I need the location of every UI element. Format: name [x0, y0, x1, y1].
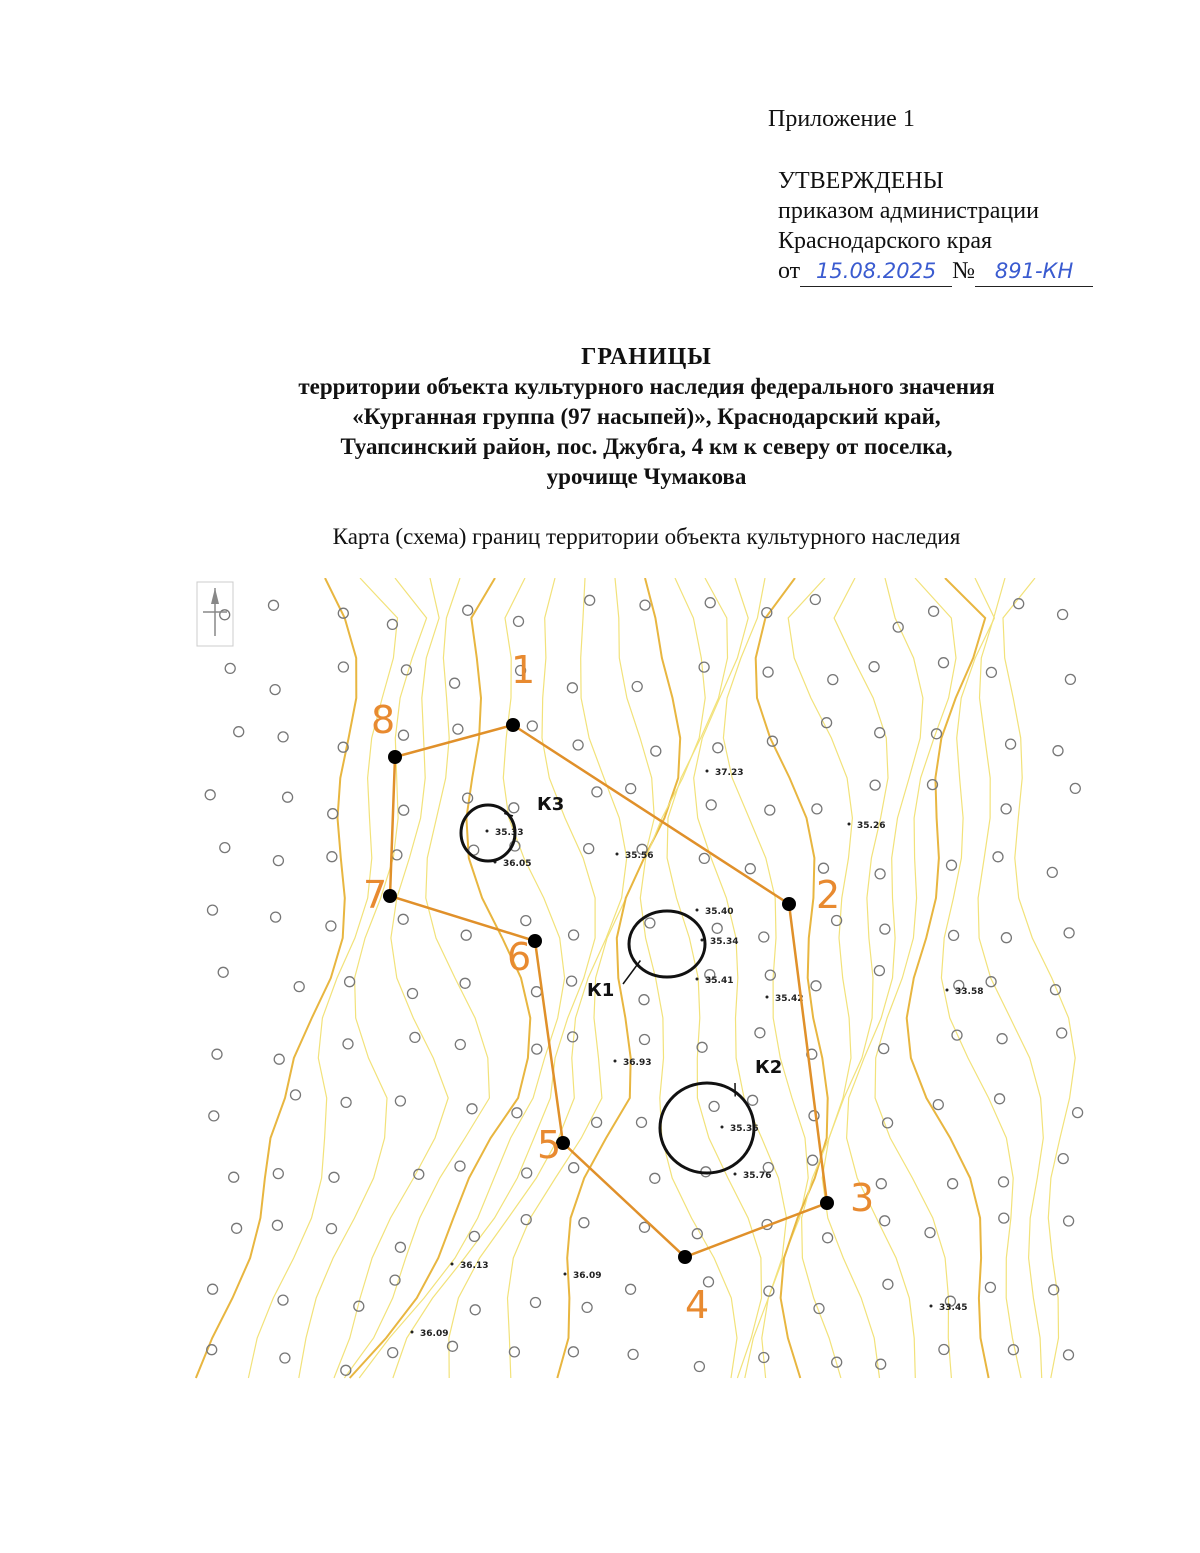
survey-marker	[637, 1117, 647, 1127]
mound-circle-1	[629, 911, 705, 977]
survey-marker	[939, 1345, 949, 1355]
survey-marker	[999, 1213, 1009, 1223]
survey-marker	[338, 662, 348, 672]
survey-marker	[208, 905, 218, 915]
boundary-point-label-4: 4	[685, 1283, 710, 1327]
contour-line	[344, 578, 489, 1378]
contour-line	[299, 578, 427, 1378]
contour-line	[907, 578, 989, 1378]
survey-marker	[567, 976, 577, 986]
survey-marker	[388, 1348, 398, 1358]
survey-marker	[272, 1220, 282, 1230]
elevation-label: 35.40	[705, 907, 734, 917]
survey-marker	[470, 1305, 480, 1315]
survey-marker	[460, 978, 470, 988]
survey-marker	[808, 1155, 818, 1165]
contour-line	[822, 578, 888, 1378]
survey-marker	[461, 930, 471, 940]
contour-line	[875, 578, 956, 1378]
survey-marker	[883, 1279, 893, 1289]
elevation-dot	[946, 989, 949, 992]
contour-line	[1003, 578, 1075, 1378]
elevation-dot	[616, 853, 619, 856]
survey-marker	[343, 1039, 353, 1049]
survey-marker	[527, 721, 537, 731]
survey-marker	[694, 1362, 704, 1372]
survey-marker	[208, 1284, 218, 1294]
survey-marker	[748, 1095, 758, 1105]
survey-marker	[453, 724, 463, 734]
mound-circles	[461, 794, 782, 1173]
north-arrow-icon	[197, 582, 233, 646]
survey-marker	[1001, 804, 1011, 814]
survey-marker	[278, 732, 288, 742]
survey-marker	[699, 662, 709, 672]
survey-marker	[699, 853, 709, 863]
boundary-point-1	[506, 718, 520, 732]
title-line-2: «Курганная группа (97 насыпей)», Краснодарский край,	[352, 404, 941, 429]
survey-marker	[455, 1161, 465, 1171]
survey-marker	[399, 805, 409, 815]
survey-marker	[939, 658, 949, 668]
survey-marker	[765, 805, 775, 815]
survey-marker	[626, 784, 636, 794]
survey-marker	[220, 843, 230, 853]
survey-marker	[1065, 674, 1075, 684]
survey-marker	[712, 923, 722, 933]
survey-marker	[812, 804, 822, 814]
elevation-label: 36.93	[623, 1058, 652, 1068]
survey-marker	[401, 665, 411, 675]
elevation-dot	[701, 939, 704, 942]
survey-marker	[514, 616, 524, 626]
elevation-label: 35.26	[857, 821, 886, 831]
survey-marker	[949, 930, 959, 940]
survey-marker	[274, 1054, 284, 1064]
elevation-label: 36.09	[420, 1329, 449, 1339]
survey-marker	[1057, 1028, 1067, 1038]
contour-line	[847, 578, 923, 1378]
elevation-label: 35.42	[775, 994, 804, 1004]
survey-marker	[1008, 1345, 1018, 1355]
elevation-dot	[766, 996, 769, 999]
survey-marker	[823, 1233, 833, 1243]
mound-leader-line	[623, 961, 640, 985]
survey-marker	[341, 1097, 351, 1107]
survey-marker	[463, 793, 473, 803]
survey-marker	[212, 1049, 222, 1059]
survey-marker	[273, 1169, 283, 1179]
elevation-dot	[930, 1305, 933, 1308]
survey-marker	[532, 1044, 542, 1054]
from-label: от	[778, 258, 801, 284]
survey-marker	[745, 864, 755, 874]
survey-marker	[573, 740, 583, 750]
survey-marker	[327, 1224, 337, 1234]
survey-marker	[408, 989, 418, 999]
survey-marker	[948, 1179, 958, 1189]
contour-line	[449, 578, 627, 1378]
approval-block	[778, 166, 1093, 287]
elevation-label: 36.09	[573, 1271, 602, 1281]
survey-marker	[640, 600, 650, 610]
survey-marker	[869, 662, 879, 672]
survey-marker	[1058, 1154, 1068, 1164]
elevation-label: 35.33	[495, 828, 524, 838]
survey-marker	[512, 1108, 522, 1118]
survey-marker	[628, 1349, 638, 1359]
survey-marker	[450, 678, 460, 688]
survey-marker	[294, 982, 304, 992]
survey-marker	[522, 1168, 532, 1178]
survey-marker	[280, 1353, 290, 1363]
survey-marker	[234, 727, 244, 737]
elevation-label: 36.13	[460, 1261, 489, 1271]
survey-marker	[645, 918, 655, 928]
survey-marker	[763, 667, 773, 677]
elevation-dot	[734, 1173, 737, 1176]
survey-marker	[947, 860, 957, 870]
survey-marker	[283, 792, 293, 802]
survey-marker	[1073, 1108, 1083, 1118]
survey-marker	[278, 1295, 288, 1305]
survey-marker	[1070, 783, 1080, 793]
survey-marker	[875, 728, 885, 738]
survey-marker	[706, 800, 716, 810]
survey-marker	[395, 1242, 405, 1252]
elevation-dot	[721, 1126, 724, 1129]
survey-marker	[828, 675, 838, 685]
survey-marker	[709, 1101, 719, 1111]
approved-heading: УТВЕРЖДЕНЫ	[778, 168, 944, 194]
survey-marker	[650, 1173, 660, 1183]
elevation-dot	[486, 830, 489, 833]
survey-marker	[879, 1044, 889, 1054]
survey-marker	[986, 667, 996, 677]
survey-marker	[327, 852, 337, 862]
survey-marker	[870, 780, 880, 790]
boundary-point-label-3: 3	[850, 1176, 875, 1220]
elevation-dot	[848, 823, 851, 826]
survey-marker	[759, 932, 769, 942]
survey-marker	[463, 605, 473, 615]
elevation-dot	[614, 1060, 617, 1063]
survey-marker	[567, 683, 577, 693]
survey-marker	[398, 914, 408, 924]
survey-marker	[874, 966, 884, 976]
map-caption: Карта (схема) границ территории объекта культурного наследия	[332, 524, 961, 549]
survey-marker	[764, 1286, 774, 1296]
survey-marker	[205, 790, 215, 800]
survey-marker	[651, 746, 661, 756]
survey-marker	[1001, 933, 1011, 943]
survey-marker	[410, 1032, 420, 1042]
survey-marker	[229, 1172, 239, 1182]
boundary-point-label-7: 7	[363, 873, 388, 917]
survey-marker	[993, 852, 1003, 862]
survey-marker	[705, 598, 715, 608]
survey-marker	[225, 663, 235, 673]
number-label: №	[952, 258, 976, 284]
survey-marker	[626, 1284, 636, 1294]
elevation-dot	[411, 1331, 414, 1334]
elevation-label: 37.23	[715, 768, 744, 778]
survey-marker	[640, 1035, 650, 1045]
elevation-label: 35.56	[625, 851, 654, 861]
title-line-3: Туапсинский район, пос. Джубга, 4 км к северу от поселка,	[340, 434, 953, 459]
survey-marker	[997, 1034, 1007, 1044]
survey-marker	[632, 682, 642, 692]
survey-marker	[592, 1117, 602, 1127]
elevation-dot	[696, 978, 699, 981]
mound-label-1: К1	[587, 980, 615, 1001]
survey-marker	[532, 987, 542, 997]
elevation-label: 35.76	[743, 1171, 772, 1181]
survey-marker	[218, 967, 228, 977]
order-line-1: приказом администрации	[778, 198, 1039, 224]
survey-marker	[469, 1231, 479, 1241]
survey-marker	[271, 912, 281, 922]
survey-marker	[592, 787, 602, 797]
survey-marker	[568, 1032, 578, 1042]
survey-marker	[985, 1282, 995, 1292]
survey-marker	[1047, 867, 1057, 877]
survey-marker	[328, 809, 338, 819]
elevation-label: 33.58	[955, 987, 984, 997]
survey-marker	[995, 1094, 1005, 1104]
boundary-point-label-6: 6	[507, 935, 532, 979]
document-title	[0, 342, 1200, 492]
survey-marker	[209, 1111, 219, 1121]
elevation-dot	[564, 1273, 567, 1276]
survey-marker	[876, 1179, 886, 1189]
survey-marker	[1064, 928, 1074, 938]
survey-marker	[585, 595, 595, 605]
survey-marker	[880, 924, 890, 934]
title-main: ГРАНИЦЫ	[581, 344, 712, 370]
survey-marker	[509, 1347, 519, 1357]
survey-marker	[387, 619, 397, 629]
boundary-point-8	[388, 750, 402, 764]
survey-marker	[582, 1302, 592, 1312]
boundary-point-2	[782, 897, 796, 911]
boundary-map	[195, 578, 1085, 1383]
elevation-label: 36.05	[503, 859, 532, 869]
order-number: 891-КН	[975, 256, 1093, 287]
elevation-dot	[696, 909, 699, 912]
elevation-dot	[451, 1263, 454, 1266]
mound-label-3: К3	[537, 794, 565, 815]
elevation-label: 33.45	[939, 1303, 968, 1313]
order-date-number	[778, 256, 1093, 287]
survey-marker	[291, 1090, 301, 1100]
survey-marker	[399, 730, 409, 740]
boundary-point-3	[820, 1196, 834, 1210]
mound-label-2: К2	[755, 1057, 783, 1078]
appendix-label: Приложение 1	[768, 106, 915, 132]
survey-marker	[269, 600, 279, 610]
survey-marker	[569, 1163, 579, 1173]
survey-marker	[270, 685, 280, 695]
survey-marker	[531, 1298, 541, 1308]
survey-marker	[329, 1172, 339, 1182]
boundary-point-label-5: 5	[537, 1123, 562, 1167]
contour-lines	[196, 578, 1075, 1378]
elevation-label: 35.34	[710, 937, 739, 947]
elevation-dot	[706, 770, 709, 773]
survey-marker	[925, 1228, 935, 1238]
survey-marker	[810, 595, 820, 605]
elevation-label: 35.36	[730, 1124, 759, 1134]
boundary-point-label-1: 1	[511, 648, 536, 692]
survey-marker	[395, 1096, 405, 1106]
survey-marker	[579, 1218, 589, 1228]
boundary-points	[363, 648, 874, 1327]
survey-marker	[1064, 1216, 1074, 1226]
survey-marker	[875, 869, 885, 879]
survey-marker	[933, 1100, 943, 1110]
survey-marker	[1006, 739, 1016, 749]
survey-marker	[929, 606, 939, 616]
title-line-4: урочище Чумакова	[546, 464, 747, 489]
survey-marker	[1058, 610, 1068, 620]
survey-marker	[584, 844, 594, 854]
survey-marker	[999, 1177, 1009, 1187]
survey-marker	[569, 930, 579, 940]
survey-marker	[467, 1104, 477, 1114]
elevation-label: 35.41	[705, 976, 734, 986]
survey-marker	[1064, 1350, 1074, 1360]
survey-marker	[232, 1223, 242, 1233]
survey-marker	[455, 1040, 465, 1050]
boundary-point-label-8: 8	[371, 698, 396, 742]
survey-marker	[639, 995, 649, 1005]
survey-marker	[521, 916, 531, 926]
order-line-2: Краснодарского края	[778, 228, 993, 254]
survey-marker	[509, 803, 519, 813]
title-line-1: территории объекта культурного наследия федерального значения	[298, 374, 995, 399]
order-date: 15.08.2025	[800, 256, 952, 287]
survey-marker	[713, 743, 723, 753]
boundary-point-4	[678, 1250, 692, 1264]
survey-marker	[880, 1216, 890, 1226]
survey-marker	[755, 1028, 765, 1038]
survey-marker	[819, 863, 829, 873]
survey-marker	[326, 921, 336, 931]
survey-marker	[1053, 746, 1063, 756]
survey-marker	[568, 1347, 578, 1357]
boundary-point-label-2: 2	[816, 873, 841, 917]
survey-marker	[273, 856, 283, 866]
survey-marker	[345, 977, 355, 987]
survey-marker	[697, 1042, 707, 1052]
contour-line	[196, 578, 356, 1378]
survey-marker	[811, 981, 821, 991]
